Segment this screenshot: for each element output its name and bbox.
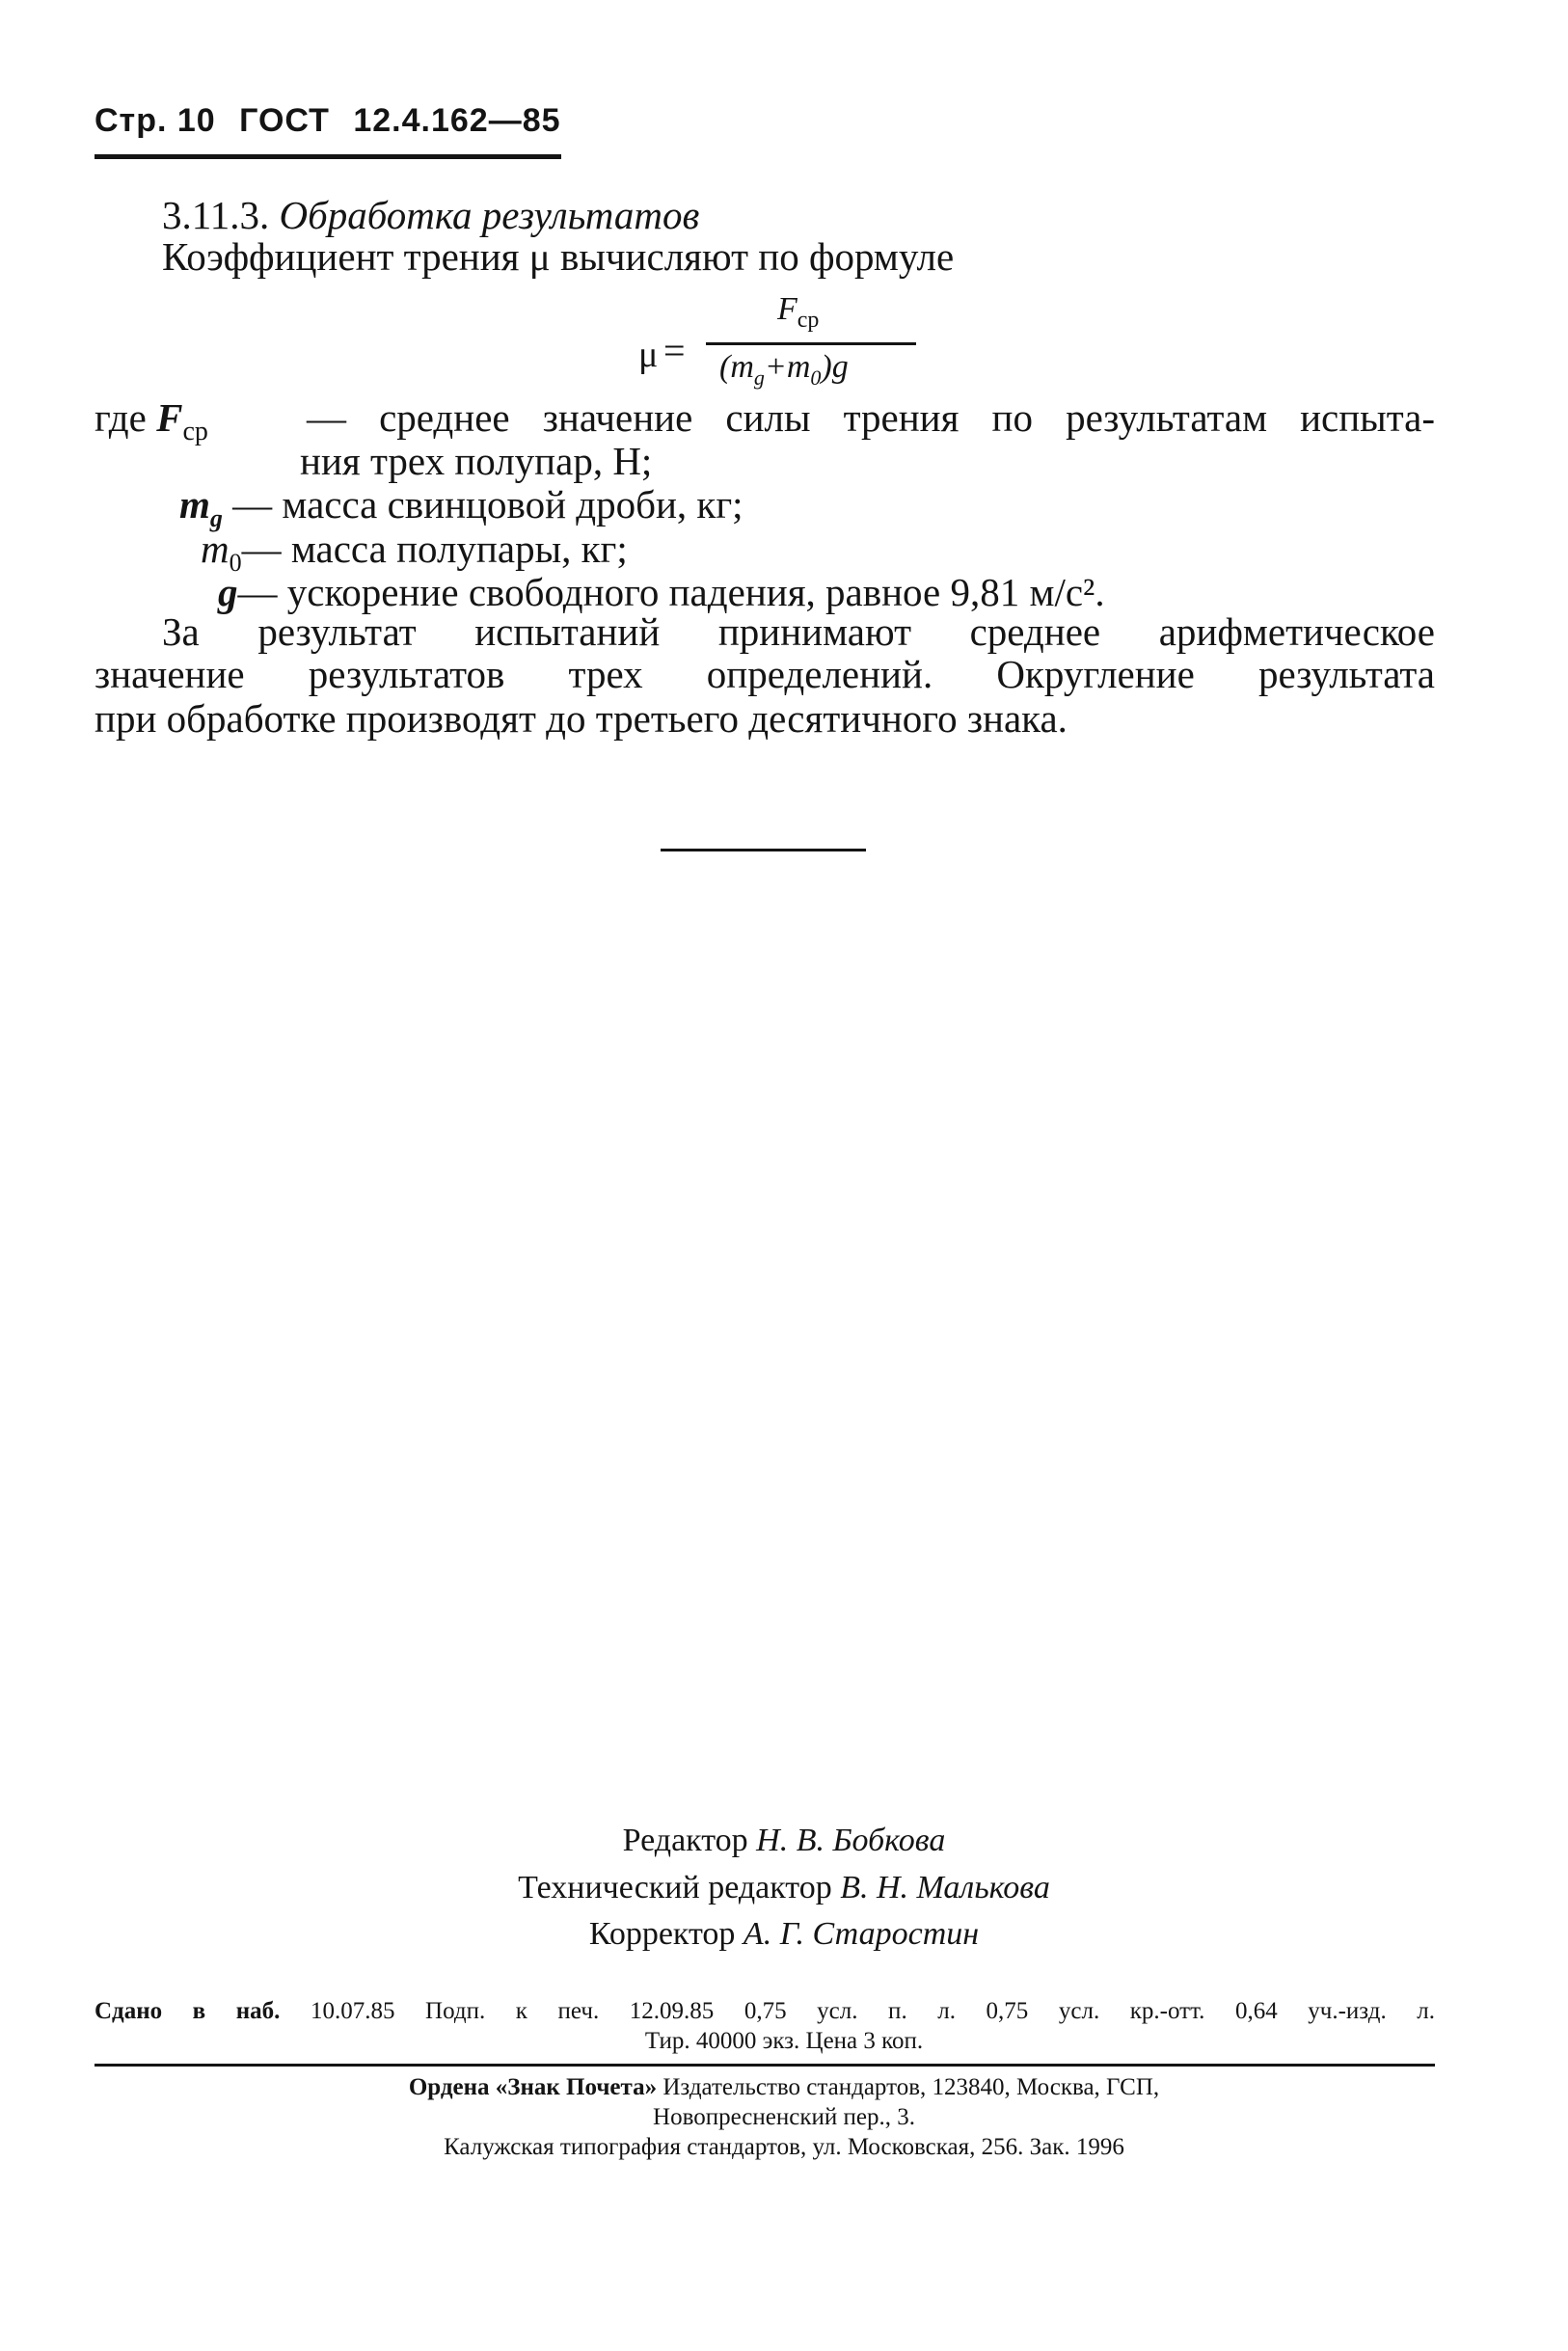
- paragraph-line-3: при обработке производят до третьего десятичного знака.: [95, 696, 1068, 741]
- section-number: 3.11.3.: [162, 193, 270, 237]
- definition-f-text: — среднее значение силы трения по результатам испыта-: [307, 395, 1435, 440]
- credit-editor: [0, 1823, 1568, 1859]
- definition-g: [218, 570, 1105, 614]
- formula-denominator: [719, 349, 849, 391]
- page-header: [95, 102, 575, 140]
- f-var: F: [156, 395, 183, 440]
- mg-var: m: [179, 482, 210, 527]
- definition-f: [95, 395, 1435, 447]
- imprint-line-3: [0, 2074, 1568, 2101]
- tech-editor-name: В. Н. Малькова: [840, 1870, 1050, 1905]
- den-plus: +: [764, 349, 787, 385]
- definition-mg: [179, 482, 743, 533]
- formula-numerator: [777, 291, 819, 334]
- editor-name: Н. В. Бобкова: [756, 1823, 946, 1858]
- definition-f-lead: [95, 395, 208, 447]
- mg-sub: g: [209, 504, 223, 533]
- m0-var: m: [201, 527, 230, 571]
- den-m0: m: [786, 349, 811, 385]
- numerator-sub: ср: [797, 307, 820, 333]
- standard-label: ГОСТ: [239, 102, 330, 139]
- m0-sub: 0: [229, 549, 242, 578]
- definition-m0: [201, 529, 628, 576]
- den-zero: 0: [810, 365, 822, 390]
- corrector-role: Корректор: [588, 1916, 736, 1952]
- editor-role: Редактор: [622, 1823, 748, 1858]
- imprint-line-4: Новопресненский пер., 3.: [653, 2104, 915, 2130]
- paragraph-line-2: значение результатов трех определений. Округление результата: [95, 652, 1435, 696]
- order-label: Ордена «Знак Почета»: [408, 2074, 658, 2100]
- imprint-line-5: Калужская типография стандартов, ул. Московская, 256. Зак. 1996: [444, 2134, 1124, 2160]
- publisher: Издательство стандартов, 123840, Москва, ГСП,: [662, 2074, 1160, 2100]
- imprint-line-1: [95, 1998, 1435, 2025]
- den-close: )g: [821, 349, 849, 385]
- section-title: Обработка результатов: [279, 193, 700, 237]
- mg-text: — масса свинцовой дроби, кг;: [232, 482, 743, 527]
- standard-number: 12.4.162—85: [353, 102, 561, 139]
- den-open: (: [719, 349, 731, 385]
- imprint-details: 10.07.85 Подп. к печ. 12.09.85 0,75 усл. п. л. 0,75 усл. кр.-отт. 0,64 уч.-изд. л.: [310, 1998, 1435, 2024]
- end-divider: [661, 849, 866, 851]
- imprint-line-2: Тир. 40000 экз. Цена 3 коп.: [644, 2028, 924, 2054]
- credit-tech-editor: [0, 1870, 1568, 1906]
- formula-equals: =: [663, 329, 686, 372]
- section-heading: [162, 193, 700, 237]
- intro-text: Коэффициент трения μ вычисляют по формуле: [162, 234, 955, 279]
- paragraph-line-1: За результат испытаний принимают среднее арифметическое: [162, 609, 1435, 654]
- corrector-name: А. Г. Старостин: [743, 1916, 980, 1952]
- page-number: Стр. 10: [95, 102, 216, 139]
- m0-text: — масса полупары, кг;: [241, 527, 628, 571]
- g-var: g: [218, 570, 238, 614]
- friction-formula: [631, 291, 920, 388]
- fraction-bar: [706, 342, 916, 345]
- tech-editor-role: Технический редактор: [518, 1870, 832, 1905]
- numerator-var: F: [777, 291, 798, 327]
- formula-lhs: μ: [638, 335, 659, 375]
- den-g: g: [753, 365, 765, 390]
- imprint-rule: [95, 2064, 1435, 2067]
- g-text: — ускорение свободного падения, равное 9,81 м/с².: [237, 570, 1105, 614]
- definition-f-cont: ния трех полупар, Н;: [300, 439, 653, 483]
- header-rule: [95, 154, 561, 159]
- credit-corrector: [0, 1916, 1568, 1953]
- where-word: где: [95, 395, 147, 440]
- f-sub: ср: [182, 417, 208, 447]
- submitted-label: Сдано в наб.: [95, 1998, 281, 2024]
- den-m: m: [730, 349, 754, 385]
